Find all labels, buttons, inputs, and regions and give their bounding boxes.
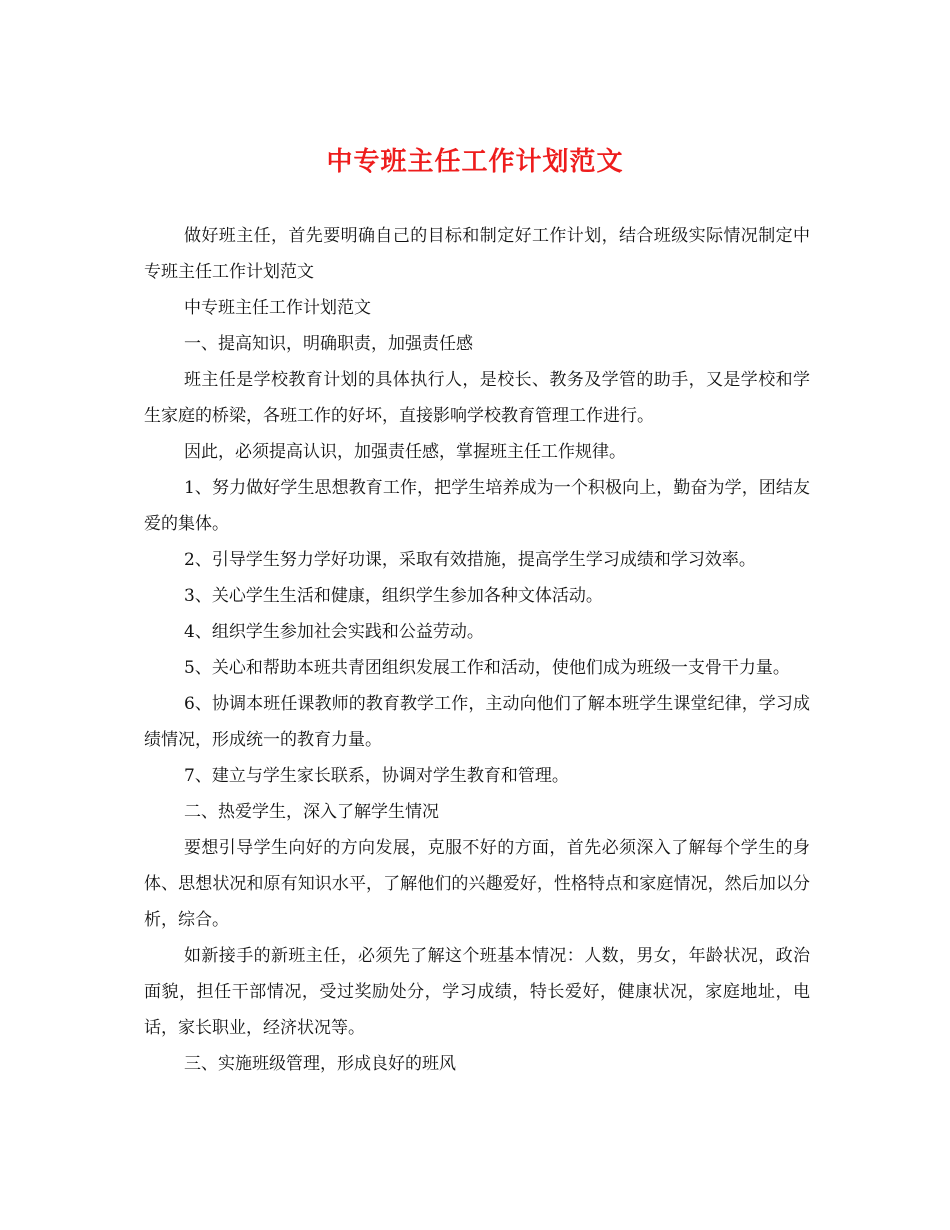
list-item: 5、关心和帮助本班共青团组织发展工作和活动，使他们成为班级一支骨干力量。 [184, 658, 790, 678]
paragraph-intro: 做好班主任，首先要明确自己的目标和制定好工作计划，结合班级实际情况制定中专班主任工作计划范文 [144, 226, 810, 282]
section-heading-3: 三、实施班级管理，形成良好的班风 [184, 1054, 456, 1074]
section-heading-2: 二、热爱学生，深入了解学生情况 [184, 802, 439, 822]
list-item: 3、关心学生生活和健康，组织学生参加各种文体活动。 [184, 586, 603, 606]
paragraph: 班主任是学校教育计划的具体执行人，是校长、教务及学管的助手，又是学校和学生家庭的桥梁，各班工作的好坏，直接影响学校教育管理工作进行。 [144, 370, 810, 426]
list-item: 1、努力做好学生思想教育工作，把学生培养成为一个积极向上，勤奋为学，团结友爱的集体。 [144, 478, 810, 534]
paragraph-subtitle: 中专班主任工作计划范文 [184, 298, 371, 318]
list-item: 6、协调本班任课教师的教育教学工作，主动向他们了解本班学生课堂纪律，学习成绩情况，形成统一的教育力量。 [144, 694, 810, 750]
document-body [144, 218, 810, 1082]
paragraph: 如新接手的新班主任，必须先了解这个班基本情况：人数，男女，年龄状况，政治面貌，担任干部情况，受过奖励处分，学习成绩，特长爱好，健康状况，家庭地址，电话，家长职业，经济状况等。 [144, 946, 810, 1038]
list-item: 7、建立与学生家长联系，协调对学生教育和管理。 [184, 766, 569, 786]
document-title: 中专班主任工作计划范文 [326, 147, 624, 177]
paragraph: 因此，必须提高认识，加强责任感，掌握班主任工作规律。 [184, 442, 626, 462]
paragraph: 要想引导学生向好的方向发展，克服不好的方面，首先必须深入了解每个学生的身体、思想状况和原有知识水平，了解他们的兴趣爱好，性格特点和家庭情况，然后加以分析，综合。 [144, 838, 810, 930]
list-item: 2、引导学生努力学好功课，采取有效措施，提高学生学习成绩和学习效率。 [184, 550, 756, 570]
section-heading-1: 一、提高知识，明确职责，加强责任感 [184, 334, 473, 354]
list-item: 4、组织学生参加社会实践和公益劳动。 [184, 622, 484, 642]
